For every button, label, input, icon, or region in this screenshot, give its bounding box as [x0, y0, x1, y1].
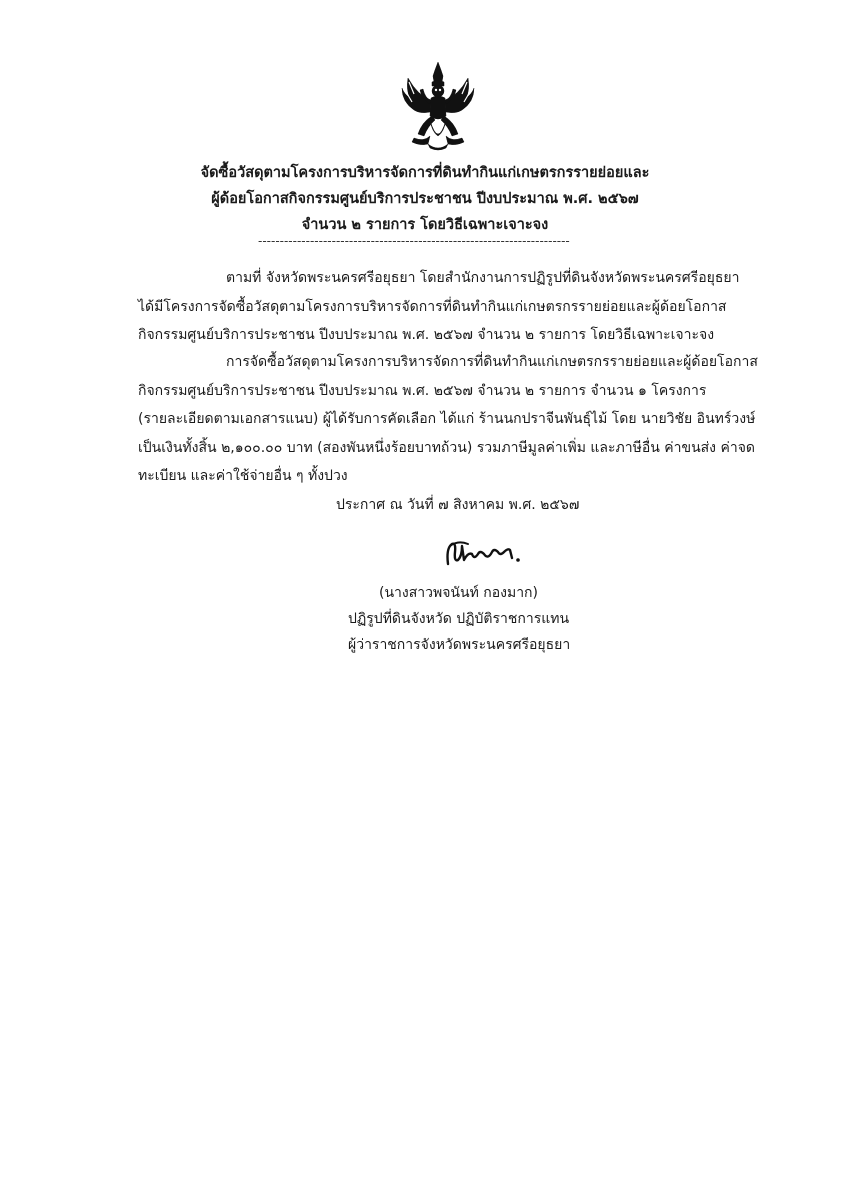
signer-block	[335, 580, 605, 658]
paragraph-2-line-3: (รายละเอียดตามเอกสารแนบ) ผู้ได้รับการคัดเลือก ได้แก่ ร้านนกปราจีนพันธุ์ไม้ โดย นายวิชัย อินทร์วงษ์	[138, 411, 756, 427]
paragraph-2-line-2: กิจกรรมศูนย์บริการประชาชน ปีงบประมาณ พ.ศ. ๒๕๖๗ จำนวน ๒ รายการ จำนวน ๑ โครงการ	[138, 382, 707, 399]
paragraph-1-line-2: ได้มีโครงการจัดซื้อวัสดุตามโครงการบริหารจัดการที่ดินทำกินแก่เกษตรกรรายย่อยและผู้ด้อยโอกาส	[138, 298, 727, 315]
paragraph-2-line-4: เป็นเงินทั้งสิ้น ๒,๑๐๐.๐๐ บาท (สองพันหนึ่งร้อยบาทถ้วน) รวมภาษีมูลค่าเพิ่ม และภาษีอื่น ค่าขนส่ง ค่าจด	[138, 439, 755, 456]
paragraph-award	[138, 348, 758, 491]
paragraph-2-line-1: การจัดซื้อวัสดุตามโครงการบริหารจัดการที่ดินทำกินแก่เกษตรกรรายย่อยและผู้ด้อยโอกาส	[226, 354, 758, 370]
title-line-3: จำนวน ๒ รายการ โดยวิธีเฉพาะเจาะจง	[301, 217, 549, 233]
signer-name: (นางสาวพจนันท์ กองมาก)	[379, 585, 538, 601]
title-line-2: ผู้ด้อยโอกาสกิจกรรมศูนย์บริการประชาชน ปีงบประมาณ พ.ศ. ๒๕๖๗	[211, 191, 639, 207]
paragraph-1-line-1: ตามที่ จังหวัดพระนครศรีอยุธยา โดยสำนักงานการปฏิรูปที่ดินจังหวัดพระนครศรีอยุธยา	[226, 270, 740, 286]
garuda-emblem-icon	[400, 60, 476, 152]
title-line-1: จัดซื้อวัสดุตามโครงการบริหารจัดการที่ดินทำกินแก่เกษตรกรรายย่อยและ	[200, 165, 650, 181]
paragraph-2-line-5: ทะเบียน และค่าใช้จ่ายอื่น ๆ ทั้งปวง	[138, 468, 348, 484]
separator-line: ------------------------------------------------------------------------	[258, 234, 570, 248]
handwritten-signature	[442, 538, 526, 570]
signer-position-2: ผู้ว่าราชการจังหวัดพระนครศรีอยุธยา	[348, 637, 571, 653]
paragraph-1-line-3: กิจกรรมศูนย์บริการประชาชน ปีงบประมาณ พ.ศ. ๒๕๖๗ จำนวน ๒ รายการ โดยวิธีเฉพาะเจาะจง	[138, 327, 715, 343]
signer-position-1: ปฏิรูปที่ดินจังหวัด ปฏิบัติราชการแทน	[348, 611, 570, 627]
paragraph-background	[138, 264, 740, 350]
document-title	[150, 160, 700, 238]
announcement-date: ประกาศ ณ วันที่ ๗ สิงหาคม พ.ศ. ๒๕๖๗	[336, 497, 580, 513]
